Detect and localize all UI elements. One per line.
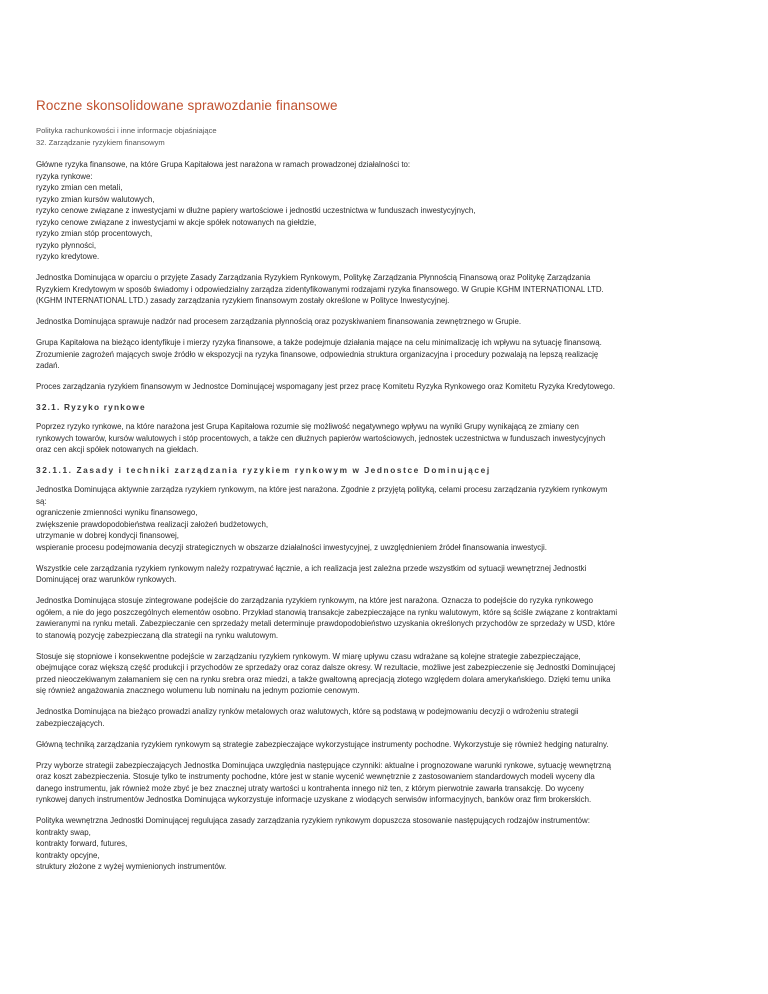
text-line: ryzyko zmian stóp procentowych, <box>36 229 153 238</box>
text-line: zawieranymi na rynku metali. Zabezpieczanie cen sprzedaży metali determinuje prawdopodobieństwo uzyskania określonych przychodów ze sprzedaży w USD, które <box>36 619 615 628</box>
paragraph <box>36 337 732 372</box>
breadcrumb-item: 32. Zarządzanie ryzykiem finansowym <box>36 138 165 147</box>
text-line: zadań. <box>36 361 60 370</box>
text-line: się również angażowania znacznego wolumenu lub nominału na jednym poziomie cenowym. <box>36 686 360 695</box>
text-line: Dominującej oraz warunków rynkowych. <box>36 575 177 584</box>
text-line: ryzyko płynności, <box>36 240 97 250</box>
section-heading: 32.1. Ryzyko rynkowe <box>36 402 146 412</box>
text-line: Jednostka Dominująca sprawuje nadzór nad procesem zarządzania płynnością oraz pozyskiwaniem finansowania zewnętrznego w Grupie. <box>36 317 522 326</box>
text-line: Przy wyborze strategii zabezpieczających Jednostka Dominująca uwzględnia następujące czynniki: aktualne i prognozowane warunki rynkowe, sytuację wewnętrzną <box>36 760 611 770</box>
text-line: kontrakty swap, <box>36 827 91 837</box>
paragraph <box>36 595 732 641</box>
text-line: wspieranie procesu podejmowania decyzji strategicznych w obszarze działalności inwestycyjnej, z uwzględnieniem źródeł finansowania inwestycji. <box>36 542 547 552</box>
text-line: danego instrumentu, jak również może zbyć je bez znacznej utraty wartości u kontrahenta innego niż ten, z którym pierwotnie zawarła transakcję. Do wyceny <box>36 783 584 793</box>
paragraph <box>36 706 732 729</box>
paragraph <box>36 381 732 393</box>
paragraph <box>36 739 732 751</box>
text-line: Jednostka Dominująca stosuje zintegrowane podejście do zarządzania ryzykiem rynkowym, na które jest narażona. Oznacza to podejście do ryzyka rynkowego <box>36 596 594 605</box>
text-line: ryzyko zmian kursów walutowych, <box>36 194 155 204</box>
text-line: obejmujące coraz większą część produkcji i przychodów ze sprzedaży oraz coraz dalsze okresy. W rezultacie, możliwe jest zabezpieczenie się Jednostki Dominującej <box>36 663 616 672</box>
subsection-heading: 32.1.1. Zasady i techniki zarządzania ryzykiem rynkowym w Jednostce Dominującej <box>36 465 491 475</box>
breadcrumb-item: Polityka rachunkowości i inne informacje objaśniające <box>36 126 217 135</box>
text-line: Jednostka Dominująca na bieżąco prowadzi analizy rynków metalowych oraz walutowych, które są podstawą w podejmowaniu decyzji o wdrożeniu strategii <box>36 707 579 716</box>
text-line: rynkowej danych instrumentów Jednostka Dominująca wykorzystuje informacje uzyskane z wiodących serwisów informacyjnych, banków oraz firm brokerskich. <box>36 795 592 804</box>
text-line: ryzyka rynkowe: <box>36 171 93 181</box>
text-line: Główną techniką zarządzania ryzykiem rynkowym są strategie zabezpieczające wykorzystujące instrumenty pochodne. Wykorzystuje się również hedging naturalny. <box>36 739 609 749</box>
paragraph <box>36 159 732 263</box>
paragraph <box>36 651 732 697</box>
text-line: Jednostka Dominująca aktywnie zarządza ryzykiem rynkowym, na które jest narażona. Zgodnie z przyjętą polityką, celami procesu zarządzania ryzykiem rynkowym <box>36 485 608 494</box>
text-line: Ryzykiem Kredytowym w sposób świadomy i odpowiedzialny zarządza zidentyfikowanymi rodzajami ryzyka finansowego. W Grupie KGHM INTERNATIONAL LTD. <box>36 284 604 294</box>
text-line: oraz koszt zabezpieczenia. Stosuje tylko te instrumenty pochodne, które jest w stanie wycenić wewnętrznie z zastosowaniem standardowych modeli wyceny dla <box>36 772 595 781</box>
text-line: są: <box>36 496 47 506</box>
text-line: ryzyko cenowe związane z inwestycjami w akcje spółek notowanych na giełdzie, <box>36 217 317 227</box>
text-line: ryzyko zmian cen metali, <box>36 183 123 192</box>
text-line: Jednostka Dominująca w oparciu o przyjęte Zasady Zarządzania Ryzykiem Rynkowym, Politykę Zarządzania Płynnością Finansową oraz Politykę Zarządzania <box>36 273 591 282</box>
text-line: oraz cen akcji spółek notowanych na giełdach. <box>36 445 199 454</box>
paragraph <box>36 316 732 328</box>
paragraph <box>36 484 732 553</box>
text-line: Zrozumienie zagrożeń mających swoje źródło w ekspozycji na ryzyka finansowe, odpowiednia struktura organizacyjna i procedury pozwalają na lepszą realizację <box>36 349 599 359</box>
text-line: kontrakty opcyjne, <box>36 850 100 860</box>
text-line: ogółem, a nie do jego poszczególnych elementów osobno. Przykład stanowią transakcje zabezpieczające na rynku walutowym, które są ściśle związane z kontraktami <box>36 607 618 617</box>
text-line: Polityka wewnętrzna Jednostki Dominującej regulująca zasady zarządzania ryzykiem rynkowym dopuszcza stosowanie następujących rodzajów instrumentów: <box>36 816 590 825</box>
paragraph <box>36 815 732 873</box>
text-line: kontrakty forward, futures, <box>36 839 128 848</box>
text-line: Grupa Kapitałowa na bieżąco identyfikuje i mierzy ryzyka finansowe, a także podejmuje działania mające na celu minimalizację ich wpływu na sytuację finansową. <box>36 338 602 347</box>
text-line: Stosuje się stopniowe i konsekwentne podejście w zarządzaniu ryzykiem rynkowym. W miarę upływu czasu wdrażane są kolejne strategie zabezpieczające, <box>36 651 581 661</box>
breadcrumb <box>36 125 732 149</box>
paragraph <box>36 563 732 586</box>
text-line: ryzyko cenowe związane z inwestycjami w dłużne papiery wartościowe i jednostki uczestnictwa w funduszach inwestycyjnych, <box>36 206 476 215</box>
text-line: Główne ryzyka finansowe, na które Grupa Kapitałowa jest narażona w ramach prowadzonej działalności to: <box>36 160 411 169</box>
document-title: Roczne skonsolidowane sprawozdanie finansowe <box>36 98 338 113</box>
text-line: struktury złożone z wyżej wymienionych instrumentów. <box>36 862 227 871</box>
text-line: Wszystkie cele zarządzania ryzykiem rynkowym należy rozpatrywać łącznie, a ich realizacja jest zależna przede wszystkim od sytuacji wewnętrznej Jednostki <box>36 563 587 573</box>
text-line: Proces zarządzania ryzykiem finansowym w Jednostce Dominującej wspomagany jest przez pracę Komitetu Ryzyka Rynkowego oraz Komitetu Ryzyka Kredytowego. <box>36 382 615 391</box>
text-line: zabezpieczających. <box>36 718 105 728</box>
text-line: to stanowią pozycję zabezpieczaną dla strategii na rynku walutowym. <box>36 630 279 640</box>
paragraph <box>36 272 732 307</box>
text-line: (KGHM INTERNATIONAL LTD.) zasady zarządzania ryzykiem finansowym zostały określone w Polityce Inwestycyjnej. <box>36 296 450 305</box>
text-line: ograniczenie zmienności wyniku finansowego, <box>36 508 198 517</box>
text-line: zwiększenie prawdopodobieństwa realizacji założeń budżetowych, <box>36 519 269 529</box>
text-line: Poprzez ryzyko rynkowe, na które narażona jest Grupa Kapitałowa rozumie się możliwość negatywnego wpływu na wyniki Grupy wynikającą ze zmiany cen <box>36 422 579 431</box>
text-line: ryzyko kredytowe. <box>36 252 100 261</box>
text-line: rynkowych towarów, kursów walutowych i stóp procentowych, a także cen dłużnych papierów wartościowych, jednostek uczestnictwa w funduszach inwestycyjnych <box>36 433 606 443</box>
paragraph <box>36 421 732 456</box>
text-line: przed nieoczekiwanym załamaniem się cen na rynku srebra oraz miedzi, a także gwałtowną aprecjacją złotego względem dolara amerykańskiego. Dzięki temu unika <box>36 674 611 684</box>
text-line: utrzymanie w dobrej kondycji finansowej, <box>36 531 179 540</box>
paragraph <box>36 760 732 806</box>
